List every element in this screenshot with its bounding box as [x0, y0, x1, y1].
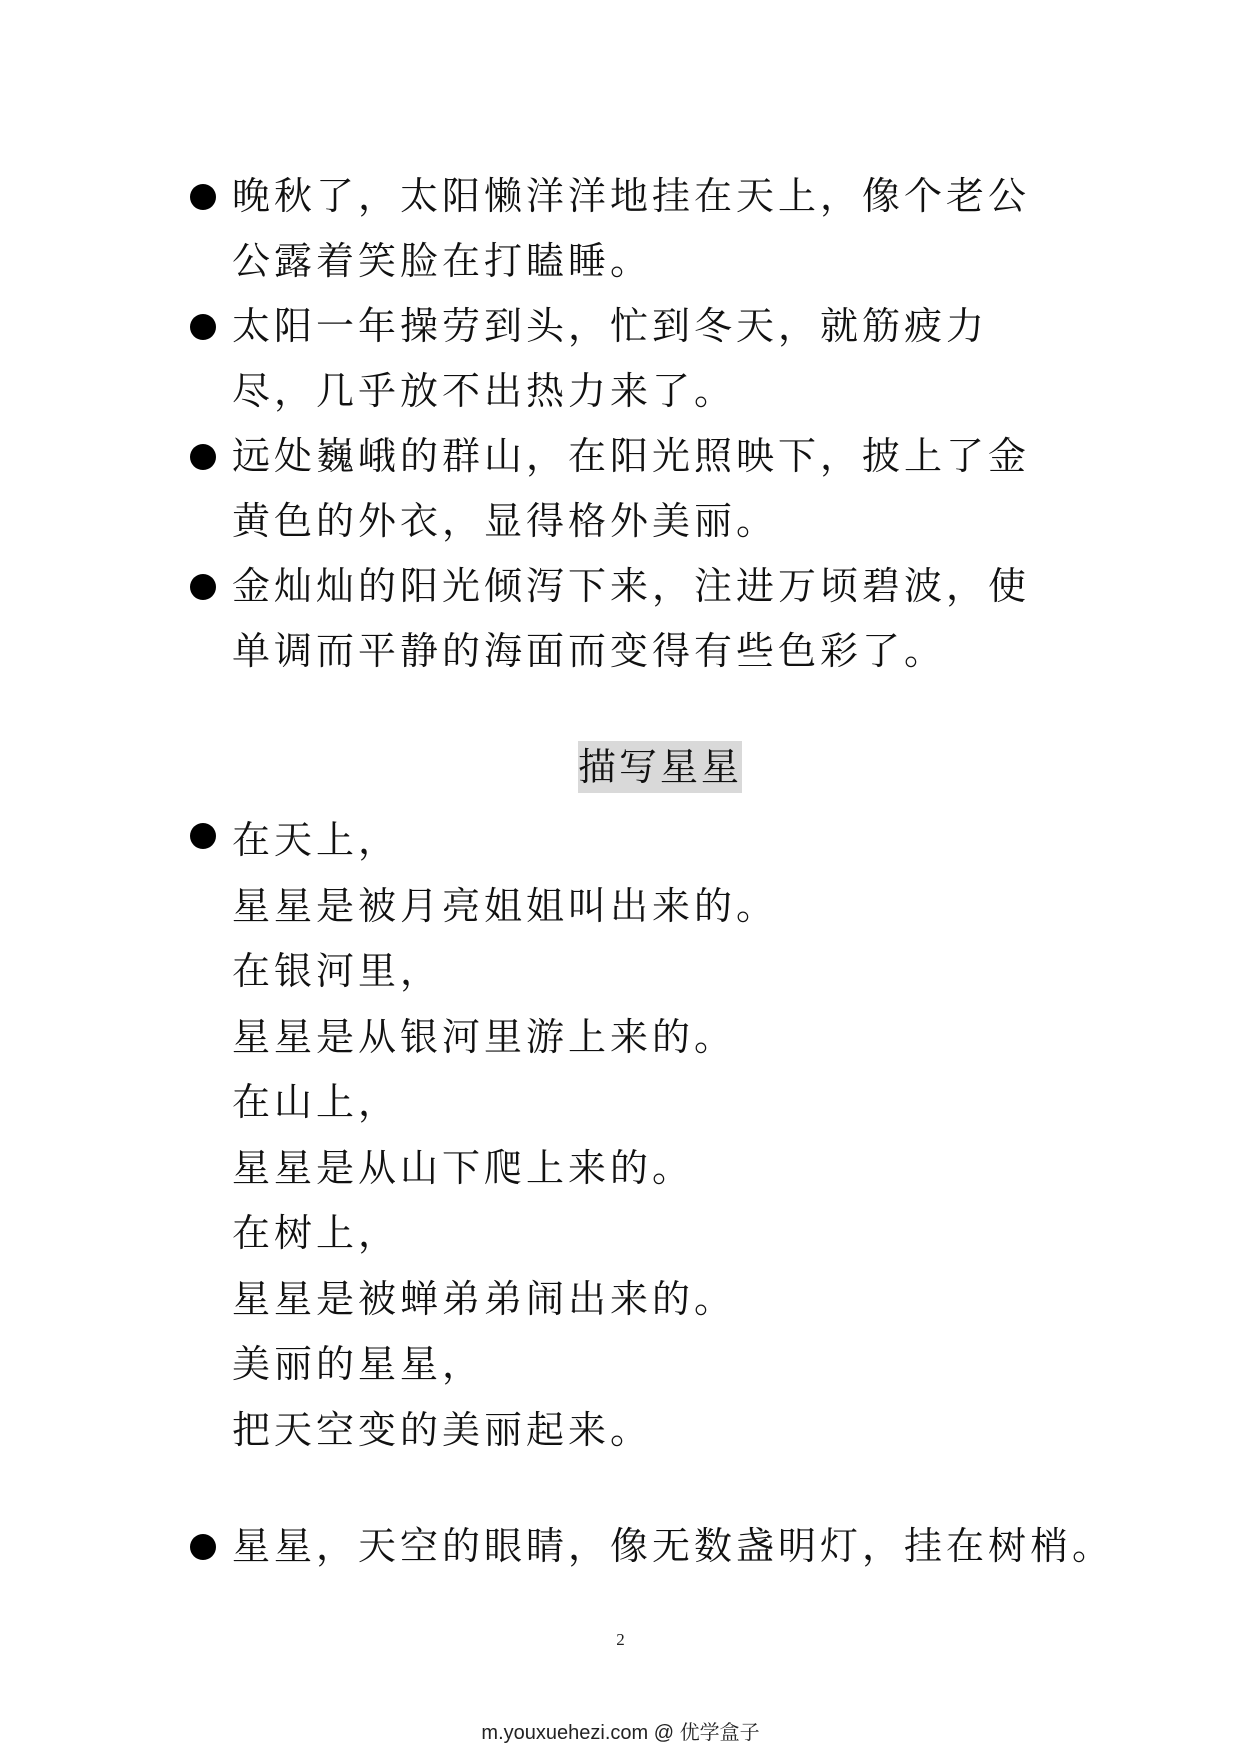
poem-line: 在树上，	[232, 1211, 401, 1255]
poem-line: 在山上，	[232, 1080, 401, 1124]
bullet-dot-icon	[190, 184, 216, 210]
poem-line: 星星是被蝉弟弟闹出来的。	[232, 1276, 737, 1321]
section-heading: 描写星星	[578, 741, 742, 793]
page-number: 2	[616, 1630, 625, 1649]
bullet-dot-icon	[190, 1534, 216, 1560]
bullet-text: 金灿灿的阳光倾泻下来，注进万顷碧波，使单调而平静的海面而变得有些色彩了。	[232, 564, 1031, 673]
bullet-item	[190, 294, 1070, 424]
bullet-item	[190, 554, 1070, 684]
footer-text: m.youxuehezi.com @ 优学盒子	[481, 1722, 760, 1744]
poem-block	[232, 808, 1072, 1463]
poem-line: 把天空变的美丽起来。	[232, 1407, 653, 1452]
poem-line: 在银河里，	[232, 949, 443, 993]
bullet-dot-icon	[190, 314, 216, 340]
bullet-dot-icon	[190, 574, 216, 600]
bullet-text: 太阳一年操劳到头，忙到冬天，就筋疲力尽，几乎放不出热力来了。	[232, 304, 989, 413]
bullet-item	[190, 164, 1070, 294]
bullet-text: 晚秋了，太阳懒洋洋地挂在天上，像个老公公露着笑脸在打瞌睡。	[232, 174, 1031, 283]
bullet-item	[190, 424, 1070, 554]
poem-line: 星星是从银河里游上来的。	[232, 1014, 737, 1059]
bullet-dot-icon	[190, 444, 216, 470]
bullet-item	[190, 1514, 1115, 1584]
poem-line: 美丽的星星，	[232, 1342, 485, 1386]
poem-line: 星星是从山下爬上来的。	[232, 1145, 695, 1190]
poem-line: 在天上，	[232, 818, 401, 862]
bullet-text: 远处巍峨的群山，在阳光照映下，披上了金黄色的外衣，显得格外美丽。	[232, 434, 1031, 543]
bullet-dot-icon	[190, 823, 216, 849]
bullet-text: 星星，天空的眼睛，像无数盏明灯，挂在树梢。	[232, 1524, 1115, 1568]
poem-line: 星星是被月亮姐姐叫出来的。	[232, 883, 779, 928]
